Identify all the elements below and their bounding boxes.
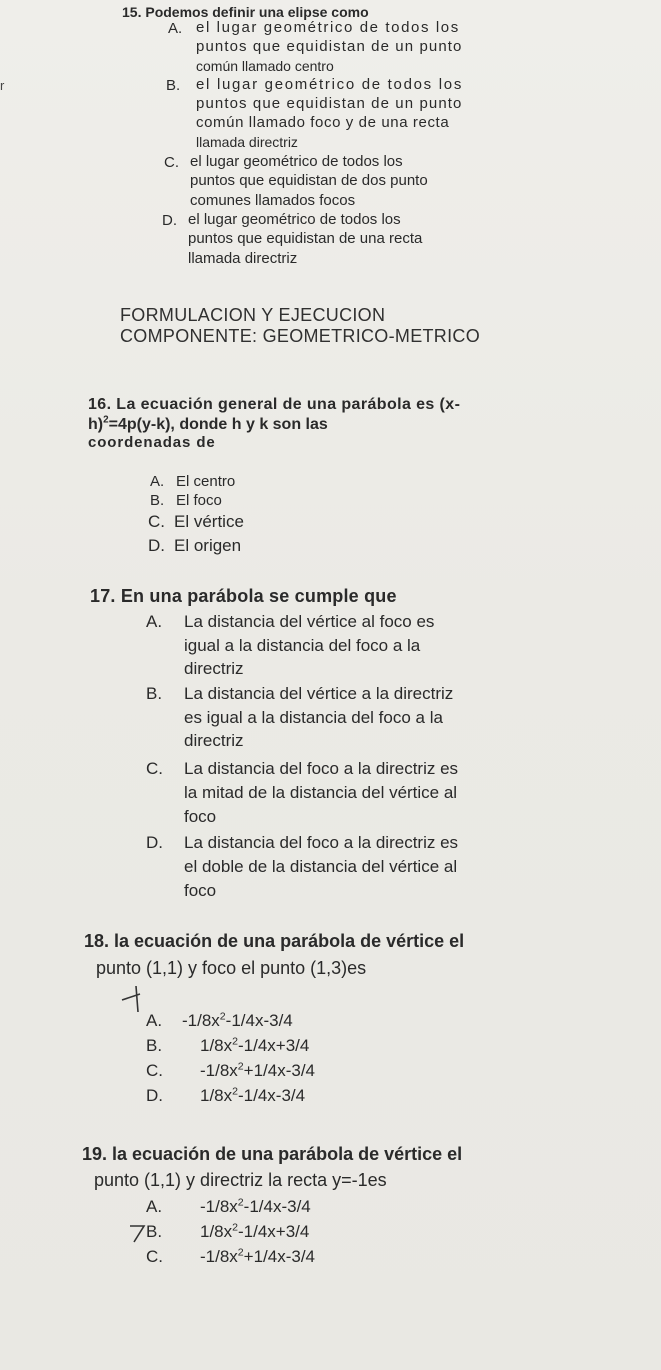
q15-option-d-line3: llamada directriz [188, 250, 298, 267]
q15-option-d-line1: el lugar geométrico de todos los [188, 211, 401, 228]
q19-option-b-exp: 2 [232, 1221, 238, 1234]
q19-option-b-pre: 1/8x [200, 1222, 233, 1241]
q18-option-d [146, 1086, 305, 1106]
q17-option-c-line3: foco [184, 807, 217, 826]
q16-option-a [150, 473, 235, 490]
q16-line2-end: =4p(y-k), donde h y k son las [108, 416, 328, 433]
q17-option-d-line2: el doble de la distancia del vértice al [184, 857, 458, 876]
q18-option-c [146, 1061, 315, 1081]
q15-option-c-line1: el lugar geométrico de todos los [190, 153, 403, 170]
section-heading-line2: COMPONENTE: GEOMETRICO-METRICO [120, 326, 480, 346]
q18-option-c-pre: -1/8x [200, 1061, 238, 1080]
q17-option-c-label: C. [146, 759, 163, 778]
q16-option-c-text: El vértice [174, 512, 244, 531]
question-15-title: 15. Podemos definir una elipse como [122, 4, 369, 20]
q18-option-a-pre: -1/8x [182, 1011, 220, 1030]
q19-option-a-post: -1/4x-3/4 [243, 1197, 311, 1216]
q18-option-c-label: C. [146, 1061, 163, 1080]
q16-option-c-label: C. [148, 512, 165, 531]
q18-option-a-label: A. [146, 1011, 163, 1030]
q16-option-c [148, 512, 244, 532]
q18-option-b-label: B. [146, 1036, 163, 1055]
q16-line2-exponent: 2 [103, 414, 109, 426]
q17-option-b-line3: directriz [184, 731, 244, 750]
q16-line2-start: h) [88, 416, 104, 433]
stray-character: r [0, 78, 5, 93]
q19-option-b-label: B. [146, 1222, 163, 1241]
q17-option-c-line2: la mitad de la distancia del vértice al [184, 783, 458, 802]
q16-option-a-text: El centro [176, 473, 236, 490]
q18-option-a-post: -1/4x-3/4 [225, 1011, 293, 1030]
q18-option-d-pre: 1/8x [200, 1086, 233, 1105]
q17-option-a-line3: directriz [184, 659, 244, 678]
q17-option-b-line1: La distancia del vértice a la directriz [184, 684, 454, 703]
q18-option-c-exp: 2 [237, 1060, 244, 1073]
q19-option-b [146, 1222, 309, 1242]
question-19-line1: 19. la ecuación de una parábola de vértice el [82, 1144, 463, 1164]
q19-option-a-exp: 2 [237, 1196, 244, 1209]
question-17-title: 17. En una parábola se cumple que [90, 586, 397, 606]
q18-option-b [146, 1036, 309, 1056]
q18-option-d-post: -1/4x-3/4 [238, 1086, 306, 1105]
question-16-line1: 16. La ecuación general de una parábola es (x- [88, 396, 461, 413]
section-heading-line1: FORMULACION Y EJECUCION [120, 305, 386, 325]
q16-option-a-label: A. [150, 473, 165, 490]
q18-option-b-pre: 1/8x [200, 1036, 233, 1055]
q19-option-a-pre: -1/8x [200, 1197, 238, 1216]
q19-option-c-label: C. [146, 1247, 163, 1266]
handwritten-check-icon [118, 984, 158, 1014]
question-18-line2: punto (1,1) y foco el punto (1,3)es [96, 958, 367, 978]
q17-option-b-label: B. [146, 684, 163, 703]
q15-option-d-label: D. [162, 212, 177, 229]
q17-option-d-line1: La distancia del foco a la directriz es [184, 833, 459, 852]
q15-option-b-label: B. [166, 77, 181, 94]
q19-option-c-exp: 2 [237, 1246, 244, 1259]
q16-option-b-label: B. [150, 492, 165, 509]
q18-option-d-exp: 2 [232, 1085, 238, 1098]
q18-option-d-label: D. [146, 1086, 163, 1105]
q16-option-d-label: D. [148, 536, 165, 555]
q15-option-a-line3: común llamado centro [196, 58, 334, 74]
q15-option-d-line2: puntos que equidistan de una recta [188, 230, 423, 247]
q15-option-c-label: C. [164, 154, 179, 171]
q15-option-a-line1: el lugar geométrico de todos los [196, 19, 460, 36]
q15-option-b-line2: puntos que equidistan de un punto [196, 95, 463, 112]
q19-option-c-post: +1/4x-3/4 [243, 1247, 316, 1266]
q18-option-b-post: -1/4x+3/4 [238, 1036, 310, 1055]
q15-option-b-line3: común llamado foco y de una recta [196, 114, 450, 131]
q18-option-b-exp: 2 [232, 1035, 238, 1048]
q16-option-b [150, 492, 222, 509]
q18-option-a-exp: 2 [219, 1010, 226, 1023]
q17-option-c-line1: La distancia del foco a la directriz es [184, 759, 459, 778]
q19-option-c [146, 1247, 315, 1267]
q18-option-a [146, 1011, 293, 1031]
q15-option-a-line2: puntos que equidistan de un punto [196, 38, 463, 55]
q17-option-b-line2: es igual a la distancia del foco a la [184, 708, 443, 727]
q17-option-a-label: A. [146, 612, 163, 631]
handwritten-mark-icon [126, 1222, 148, 1244]
q19-option-a-label: A. [146, 1197, 163, 1216]
q19-option-b-post: -1/4x+3/4 [238, 1222, 310, 1241]
q17-option-d-label: D. [146, 833, 163, 852]
q16-option-d-text: El origen [174, 536, 242, 555]
question-16-line2 [88, 416, 328, 434]
q17-option-a-line1: La distancia del vértice al foco es [184, 612, 435, 631]
q17-option-d-line3: foco [184, 881, 217, 900]
question-18-line1: 18. la ecuación de una parábola de vértice el [84, 931, 465, 951]
q15-option-b-line1: el lugar geométrico de todos los [196, 76, 464, 93]
q17-option-a-line2: igual a la distancia del foco a la [184, 636, 421, 655]
q18-option-c-post: +1/4x-3/4 [243, 1061, 316, 1080]
q15-option-a-label: A. [168, 20, 183, 37]
question-16-line3: coordenadas de [88, 434, 216, 451]
q16-option-d [148, 536, 241, 556]
q15-option-c-line2: puntos que equidistan de dos punto [190, 172, 428, 189]
q15-option-c-line3: comunes llamados focos [190, 192, 356, 209]
q19-option-a [146, 1197, 311, 1217]
q16-option-b-text: El foco [176, 492, 222, 509]
q19-option-c-pre: -1/8x [200, 1247, 238, 1266]
q15-option-b-line4: llamada directriz [196, 134, 298, 150]
question-19-line2: punto (1,1) y directriz la recta y=-1es [94, 1170, 387, 1190]
